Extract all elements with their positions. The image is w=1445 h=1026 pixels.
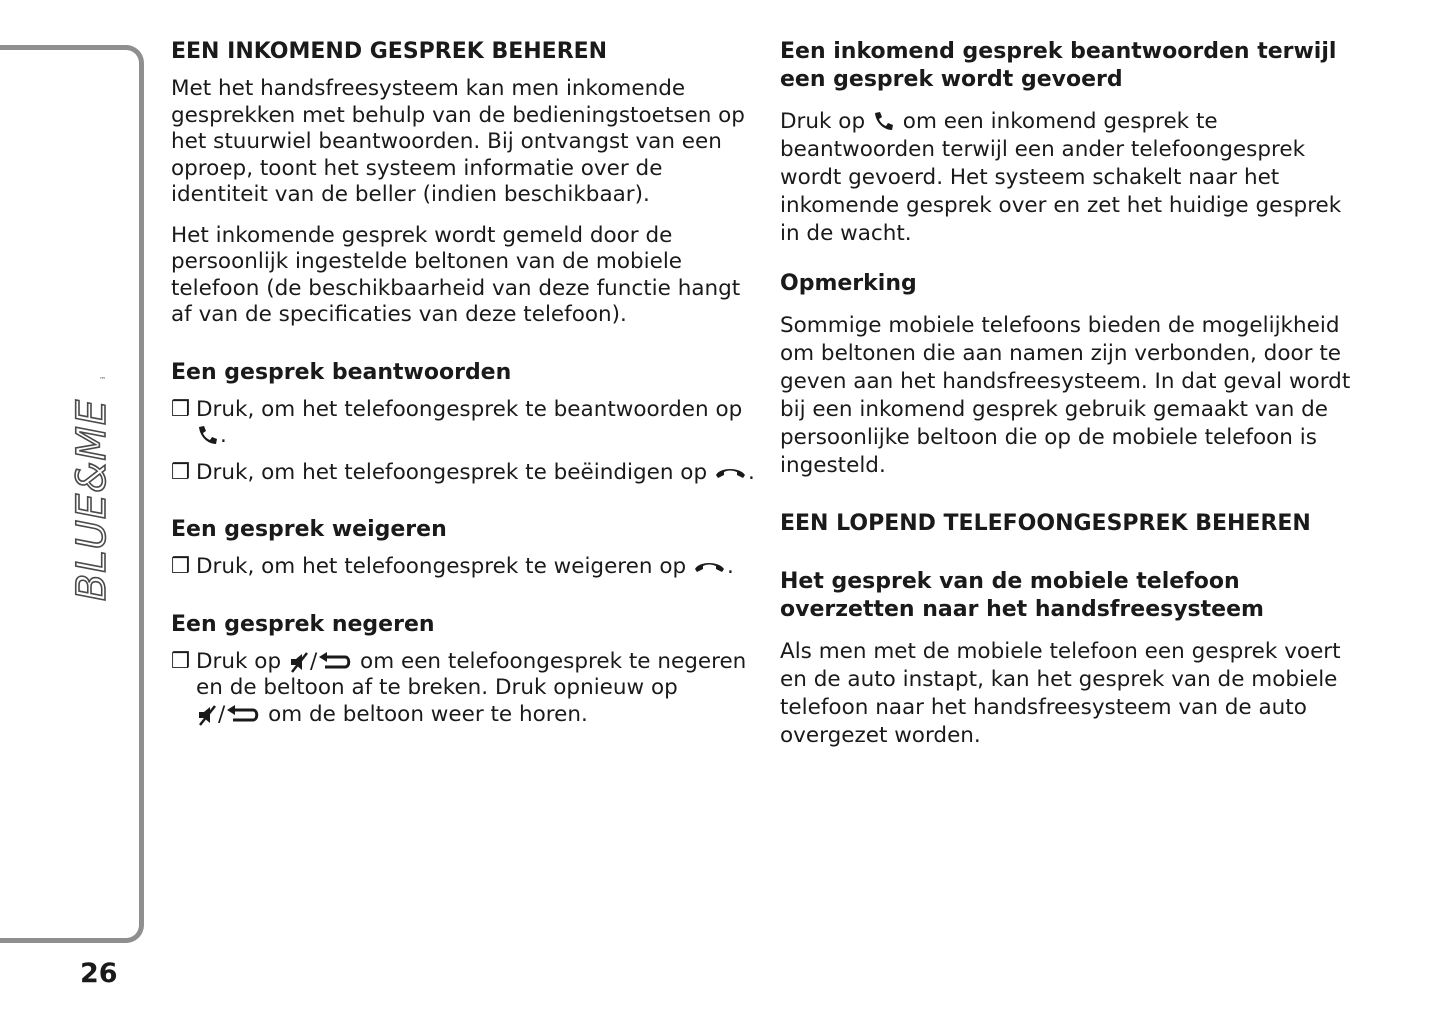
trademark: ™ [99,376,106,384]
reject-instruction: Druk, om het telefoongesprek te weigeren op [196,554,687,579]
checkbox-bullet: ❒ [171,396,191,422]
reject-call-title: Een gesprek weigeren [171,517,447,542]
section-heading-ongoing-call: EEN LOPEND TELEFOONGESPREK BEHEREN [780,511,1311,536]
page-number: 26 [80,958,118,989]
list-item-reject [171,554,756,581]
period: . [220,423,227,448]
section-heading-incoming-call: EEN INKOMEND GESPREK BEHEREN [171,39,608,64]
checkbox-bullet: ❒ [171,648,191,674]
ignore-call-title: Een gesprek negeren [171,611,435,637]
checkbox-bullet: ❒ [171,554,191,579]
blue-and-me-logo: BLUE&ME [69,398,115,602]
mute-speaker-icon [196,703,218,727]
mute-speaker-icon [288,650,310,674]
answer-call-title: Een gesprek beantwoorden [171,359,512,385]
left-column [171,38,756,728]
transfer-paragraph: Als men met de mobiele telefoon een gesprek voert en de auto instapt, kan het gesprek van de mobiele telefoon naar het handsfreesysteem van de auto overgezet worden. [780,639,1341,748]
list-item-answer [171,397,756,450]
end-instruction: Druk, om het telefoongesprek te beëindigen op [196,459,708,485]
call-waiting-title: Een inkomend gesprek beantwoorden terwijl een gesprek wordt gevoerd [780,39,1337,92]
checkbox-bullet: ❒ [171,459,191,485]
slash: / [218,701,226,727]
return-arrow-icon [317,651,353,673]
ignore-instruction-start: Druk op [196,648,282,674]
period: . [727,554,734,579]
right-column [780,38,1360,750]
call-waiting-text-start: Druk op [780,109,866,134]
phone-handset-icon [872,111,896,133]
note-title: Opmerking [780,271,917,296]
ignore-instruction-middle: om een telefoongesprek te negeren en de beltoon af te breken. Druk opnieuw op [196,648,747,700]
transfer-call-title: Het gesprek van de mobiele telefoon overzetten naar het handsfreesysteem [780,569,1264,622]
hang-up-icon [693,557,727,577]
ringtone-paragraph: Het inkomende gesprek wordt gemeld door de persoonlijk ingestelde beltonen van de mobiele telefoon (de beschikbaarheid van deze functie hangt af van de specificaties van deze telefoon). [171,222,741,327]
ignore-instruction-end: om de beltoon weer te horen. [268,701,588,727]
period: . [747,459,755,485]
list-item-ignore [171,649,756,729]
note-paragraph: Sommige mobiele telefoons bieden de mogelijkheid om beltonen die aan namen zijn verbonden, door te geven aan het handsfreesysteem. In dat geval wordt bij een inkomend gesprek gebruik gemaakt van de persoonlijke beltoon die op de mobiele telefoon is ingesteld. [780,313,1351,478]
slash: / [309,648,318,674]
phone-handset-icon [196,425,220,447]
intro-paragraph: Met het handsfreesysteem kan men inkomende gesprekken met behulp van de bedieningstoetsen op het stuurwiel beantwoorden. Bij ontvangst van een oproep, toont het systeem informatie over de identiteit van de beller (indien beschikbaar). [171,76,745,207]
return-arrow-icon [225,704,261,726]
list-item-end [171,460,756,487]
call-waiting-paragraph [780,108,1360,248]
hang-up-icon [714,463,748,483]
answer-instruction: Druk, om het telefoongesprek te beantwoorden op [196,396,743,422]
call-waiting-text-end: om een inkomend gesprek te beantwoorden terwijl een ander telefoongesprek wordt gevoerd. Het systeem schakelt naar het inkomende gesprek over en zet het huidige gesprek in de wacht. [780,109,1342,246]
